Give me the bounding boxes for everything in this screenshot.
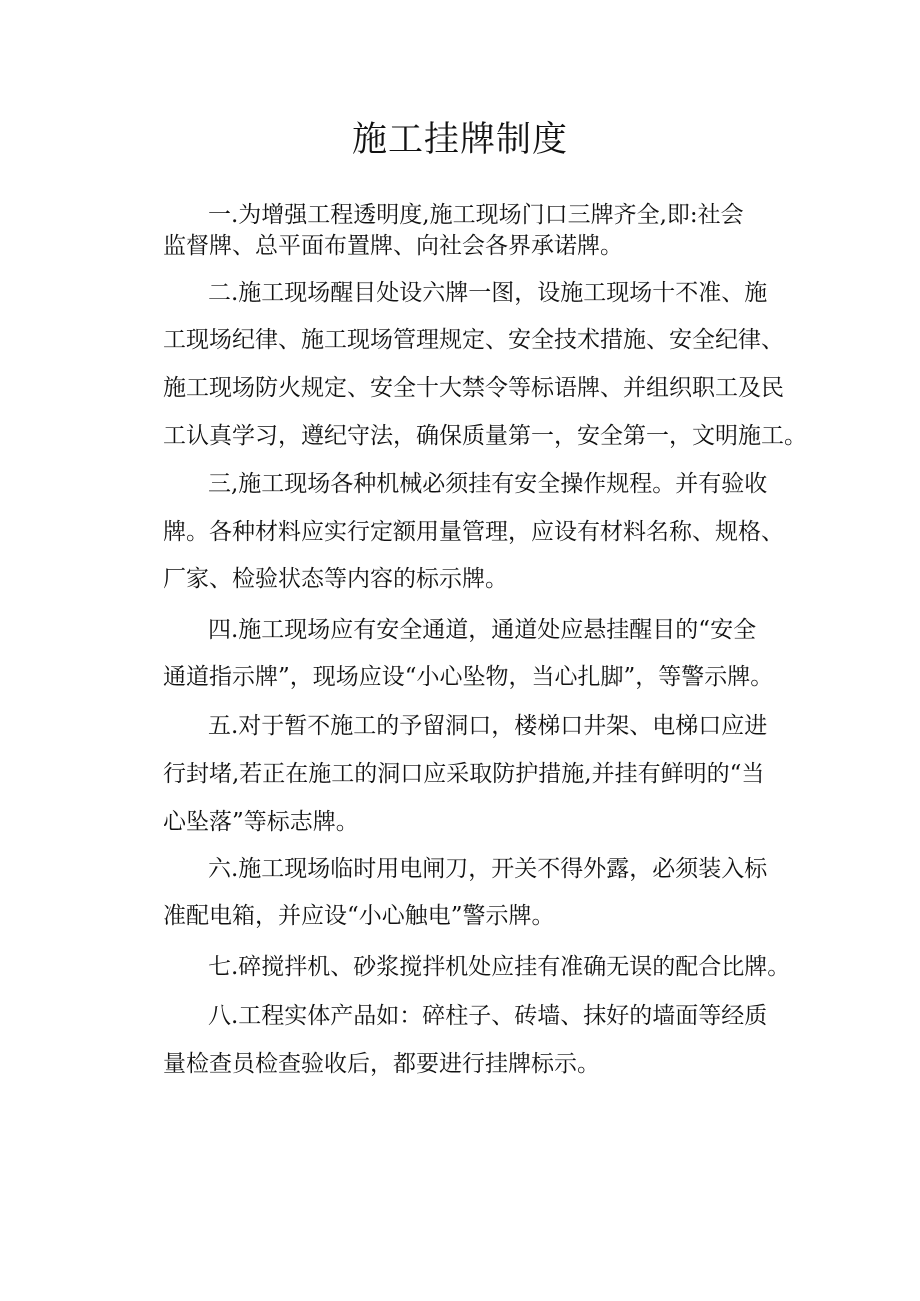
paragraph-2-line-2: 工现场纪律、施工现场管理规定、安全技术措施、安全纪律、 <box>163 327 784 353</box>
paragraph-1-line-1: 一.为增强工程透明度,施工现场门口三牌齐全,即:社会 <box>208 202 744 228</box>
paragraph-3-line-1: 三,施工现场各种机械必须挂有安全操作规程。并有验收 <box>208 471 768 497</box>
paragraph-6-line-1: 六.施工现场临时用电闸刀，开关不得外露，必须装入标 <box>208 856 768 882</box>
paragraph-6-line-2: 准配电箱，并应设“小心触电”警示牌。 <box>163 903 555 929</box>
paragraph-5-line-1: 五.对于暂不施工的予留洞口，楼梯口井架、电梯口应进 <box>208 713 768 739</box>
paragraph-2-line-1: 二.施工现场醒目处设六牌一图，设施工现场十不准、施 <box>208 280 768 306</box>
paragraph-5-line-3: 心坠落”等标志牌。 <box>163 809 359 835</box>
paragraph-8-line-1: 八.工程实体产品如：碎柱子、砖墙、抹好的墙面等经质 <box>208 1003 768 1029</box>
paragraph-8-line-2: 量检查员检查验收后，都要进行挂牌标示。 <box>163 1051 600 1077</box>
paragraph-1-line-2: 监督牌、总平面布置牌、向社会各界承诺牌。 <box>163 233 623 259</box>
paragraph-5-line-2: 行封堵,若正在施工的洞口应采取防护措施,并挂有鲜明的“当 <box>163 761 765 787</box>
paragraph-3-line-2: 牌。各种材料应实行定额用量管理，应设有材料名称、规格、 <box>163 519 784 545</box>
paragraph-4-line-2: 通道指示牌”，现场应设“小心坠物，当心扎脚”，等警示牌。 <box>163 664 774 690</box>
paragraph-7-line-1: 七.碎搅拌机、砂浆搅拌机处应挂有准确无误的配合比牌。 <box>208 954 791 980</box>
paragraph-2-line-3: 施工现场防火规定、安全十大禁令等标语牌、并组织职工及民 <box>163 375 784 401</box>
page-title: 施工挂牌制度 <box>351 120 568 160</box>
paragraph-4-line-1: 四.施工现场应有安全通道，通道处应悬挂醒目的“安全 <box>208 617 757 643</box>
paragraph-3-line-3: 厂家、检验状态等内容的标示牌。 <box>163 566 508 592</box>
paragraph-2-line-4: 工认真学习，遵纪守法，确保质量第一，安全第一，文明施工。 <box>163 423 807 449</box>
